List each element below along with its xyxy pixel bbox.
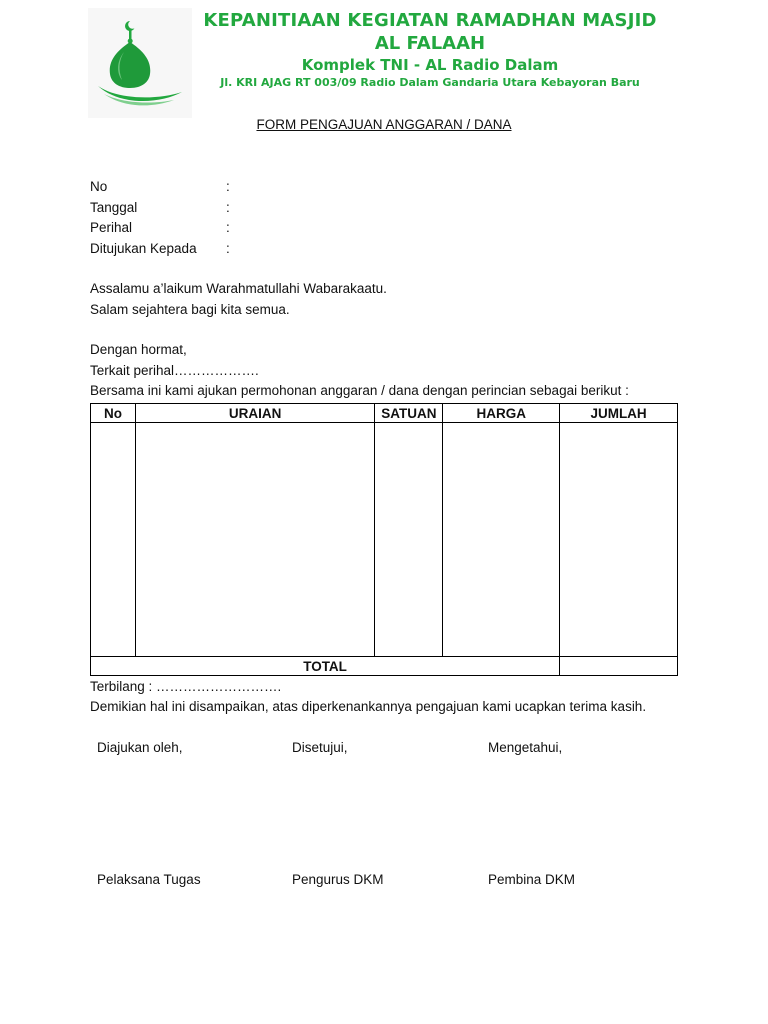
- field-label-tanggal: Tanggal: [90, 200, 138, 215]
- opening: Dengan hormat,: [90, 342, 187, 357]
- total-label: TOTAL: [91, 657, 560, 676]
- field-label-no: No: [90, 179, 108, 194]
- signature-name: Pelaksana Tugas: [97, 872, 201, 887]
- signature-role: Disetujui,: [292, 740, 348, 755]
- organization-name: KEPANITIAAN KEGIATAN RAMADHAN MASJID: [203, 10, 657, 31]
- mosque-dome-icon: [88, 8, 192, 118]
- field-colon: :: [226, 241, 230, 256]
- table-cell[interactable]: [135, 423, 374, 657]
- field-label-ditujukan: Ditujukan Kepada: [90, 241, 197, 256]
- table-header-uraian: URAIAN: [135, 404, 374, 423]
- budget-table: [90, 403, 678, 676]
- signature-name: Pengurus DKM: [292, 872, 384, 887]
- table-header-harga: HARGA: [443, 404, 560, 423]
- address: Jl. KRI AJAG RT 003/09 Radio Dalam Gandaria Utara Kebayoran Baru: [220, 76, 640, 89]
- table-cell[interactable]: [91, 423, 136, 657]
- closing-statement: Demikian hal ini disampaikan, atas diperkenankannya pengajuan kami ucapkan terima kasih.: [90, 699, 647, 714]
- field-label-perihal: Perihal: [90, 220, 133, 235]
- table-header-satuan: SATUAN: [375, 404, 443, 423]
- amount-in-words: Terbilang : ……………………….: [90, 679, 282, 694]
- table-cell[interactable]: [375, 423, 443, 657]
- complex-name: Komplek TNI - AL Radio Dalam: [301, 56, 559, 74]
- intro-line: Bersama ini kami ajukan permohonan anggaran / dana dengan perincian sebagai berikut :: [90, 383, 629, 398]
- mosque-name: AL FALAAH: [374, 33, 486, 54]
- table-header-jumlah: JUMLAH: [560, 404, 678, 423]
- signature-role: Mengetahui,: [488, 740, 563, 755]
- table-cell[interactable]: [560, 423, 678, 657]
- total-value-cell[interactable]: [560, 657, 678, 676]
- field-colon: :: [226, 220, 230, 235]
- field-colon: :: [226, 200, 230, 215]
- form-title: FORM PENGAJUAN ANGGARAN / DANA: [256, 117, 512, 132]
- subject-line: Terkait perihal……………….: [90, 363, 259, 378]
- mosque-logo: [88, 8, 192, 118]
- signature-name: Pembina DKM: [488, 872, 576, 887]
- field-colon: :: [226, 179, 230, 194]
- greeting-line: Salam sejahtera bagi kita semua.: [90, 302, 290, 317]
- table-cell[interactable]: [443, 423, 560, 657]
- greeting-line: Assalamu a’laikum Warahmatullahi Wabarakaatu.: [90, 281, 387, 296]
- table-header-no: No: [91, 404, 136, 423]
- signature-role: Diajukan oleh,: [97, 740, 183, 755]
